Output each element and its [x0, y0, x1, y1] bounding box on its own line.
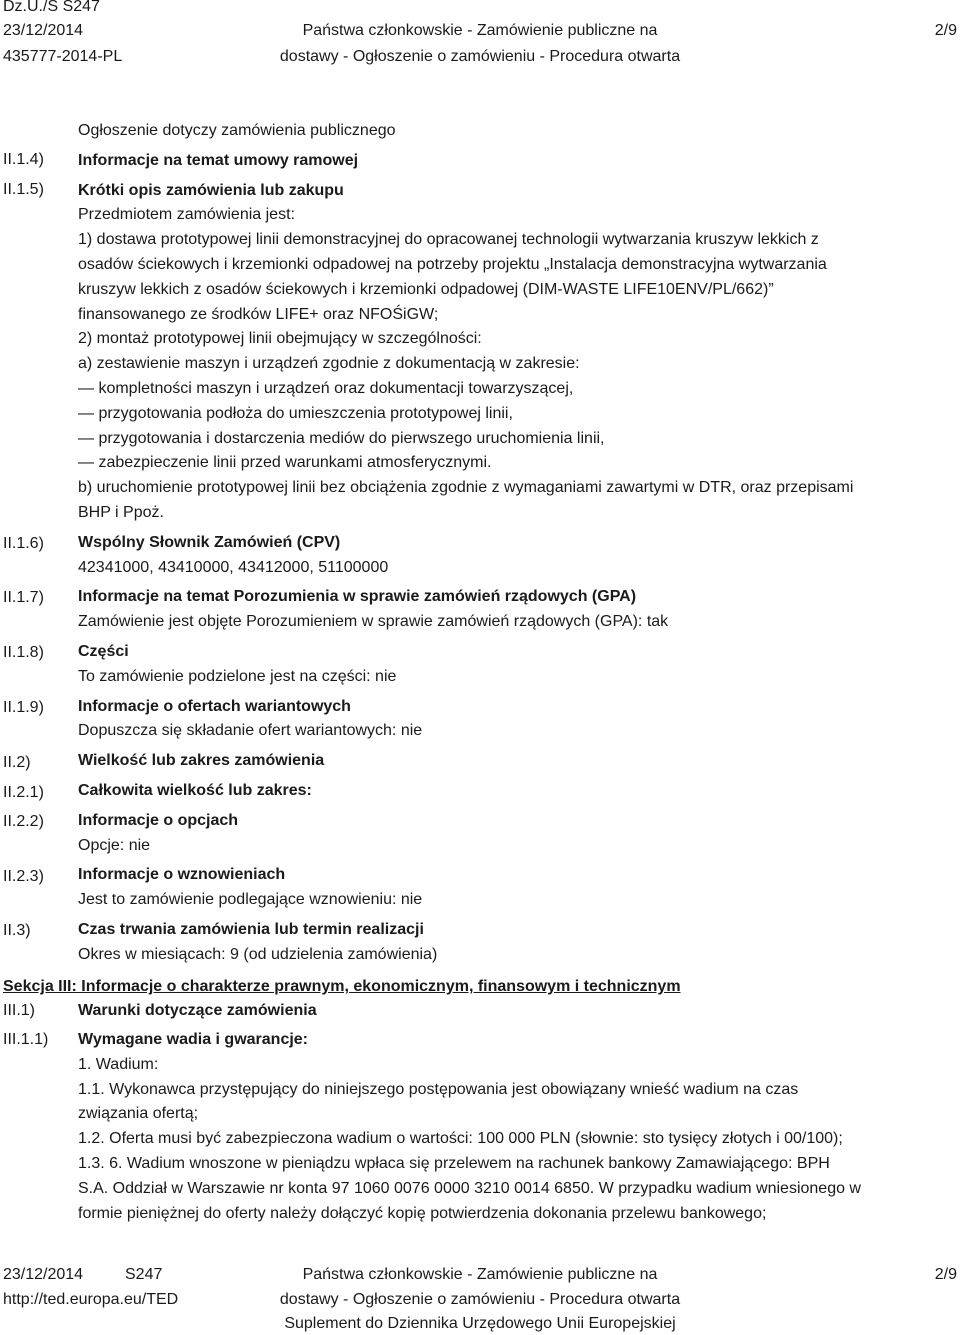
- section-text: Jest to zamówienie podlegające wznowieniu: nie: [78, 891, 423, 909]
- guarantee-line: 1.3. 6. Wadium wnoszone w pieniądzu wpłaca się przelewem na rachunek bankowy Zamawiającego: BPH: [78, 1154, 830, 1172]
- section-title: Całkowita wielkość lub zakres:: [78, 781, 312, 799]
- section-title: Informacje o opcjach: [78, 811, 239, 829]
- section-title: Informacje o ofertach wariantowych: [78, 697, 351, 715]
- header-date: 23/12/2014: [3, 22, 84, 39]
- guarantee-line: związania ofertą;: [78, 1105, 199, 1123]
- dash-list-item: — kompletności maszyn i urządzeń oraz dokumentacji towarzyszącej,: [78, 377, 950, 402]
- section-number: II.1.8): [3, 644, 44, 661]
- description-line: BHP i Ppoż.: [78, 503, 164, 521]
- section-iii-heading: Sekcja III: Informacje o charakterze prawnym, ekonomicznym, finansowym i technicznym: [3, 978, 681, 995]
- section-title: Wymagane wadia i gwarancje:: [78, 1031, 309, 1048]
- description-line: finansowanego ze środków LIFE+ oraz NFOŚiGW;: [78, 305, 439, 323]
- description-line: b) uruchomienie prototypowej linii bez obciążenia zgodnie z wymaganiami zawartymi w DTR, oraz przepisami: [78, 479, 854, 497]
- header-title-line2: dostawy - Ogłoszenie o zamówieniu - Procedura otwarta: [279, 48, 681, 65]
- footer-date: 23/12/2014: [3, 1266, 84, 1283]
- section-number: II.2): [3, 754, 31, 771]
- guarantee-line: S.A. Oddział w Warszawie nr konta 97 1060 0076 0000 3210 0014 6850. W przypadku wadium wniesionego w: [78, 1179, 861, 1197]
- section-text: Opcje: nie: [78, 836, 151, 854]
- section-number: II.1.9): [3, 699, 44, 716]
- cpv-codes: 42341000, 43410000, 43412000, 51100000: [78, 558, 389, 576]
- section-text: Zamówienie jest objęte Porozumieniem w sprawie zamówień rządowych (GPA): tak: [78, 613, 669, 631]
- guarantees-body: [78, 1028, 950, 1226]
- description-line: 2) montaż prototypowej linii obejmujący w szczególności:: [78, 330, 482, 348]
- section-title: Krótki opis zamówienia lub zakupu: [78, 181, 344, 199]
- section-text: Dopuszcza się składanie ofert wariantowych: nie: [78, 722, 423, 740]
- dash-list-item: — przygotowania podłoża do umieszczenia prototypowej linii,: [78, 402, 950, 427]
- section-title: Części: [78, 642, 129, 660]
- footer-supplement: Suplement do Dziennika Urzędowego Unii Europejskiej: [284, 1315, 676, 1332]
- section-text: Okres w miesiącach: 9 (od udzielenia zamówienia): [78, 945, 438, 963]
- notice-body: [78, 119, 950, 968]
- section-title: Warunki dotyczące zamówienia: [78, 1002, 317, 1019]
- journal-ref: Dz.U./S S247: [3, 0, 100, 15]
- section-title: Czas trwania zamówienia lub termin realizacji: [78, 920, 424, 938]
- footer-title-line2: dostawy - Ogłoszenie o zamówieniu - Procedura otwarta: [279, 1291, 681, 1308]
- section-number: II.2.2): [3, 813, 44, 830]
- intro-text: Ogłoszenie dotyczy zamówienia publicznego: [78, 122, 396, 139]
- section-number: II.1.4): [3, 151, 44, 168]
- footer-title-line1: Państwa członkowskie - Zamówienie publiczne na: [302, 1266, 658, 1283]
- description-line: a) zestawienie maszyn i urządzeń zgodnie z dokumentacją w zakresie:: [78, 355, 580, 373]
- section-title: Informacje na temat umowy ramowej: [78, 151, 359, 169]
- guarantee-line: 1.1. Wykonawca przystępujący do niniejszego postępowania jest obowiązany wnieść wadium na czas: [78, 1080, 799, 1098]
- section-title: Informacje na temat Porozumienia w sprawie zamówień rządowych (GPA): [78, 588, 637, 606]
- description-line: Przedmiotem zamówienia jest:: [78, 206, 295, 224]
- section-number: II.1.7): [3, 589, 44, 606]
- section-title: Informacje o wznowieniach: [78, 866, 286, 884]
- section-title: Wspólny Słownik Zamówień (CPV): [78, 533, 341, 551]
- description-line: 1) dostawa prototypowej linii demonstracyjnej do opracowanej technologii wytwarzania kruszyw lekkich z: [78, 231, 819, 249]
- dash-list-item: — przygotowania i dostarczenia mediów do pierwszego uruchomienia linii,: [78, 427, 950, 452]
- section-number: II.1.5): [3, 181, 44, 198]
- description-line: osadów ściekowych i krzemionki odpadowej na potrzeby projektu „Instalacja demonstracyjna wytwarzania: [78, 255, 827, 273]
- description-line: kruszyw lekkich z osadów ściekowych i krzemionki odpadowej (DIM-WASTE LIFE10ENV/PL/662)”: [78, 280, 774, 298]
- section-number: II.3): [3, 922, 31, 939]
- footer-page-number: 2/9: [934, 1266, 957, 1283]
- section-number: III.1.1): [3, 1031, 49, 1048]
- guarantee-line: 1.2. Oferta musi być zabezpieczona wadium o wartości: 100 000 PLN (słownie: sto tysięcy złotych i 00/100);: [78, 1130, 843, 1148]
- notice-number: 435777-2014-PL: [3, 48, 123, 65]
- dash-list-item: — zabezpieczenie linii przed warunkami atmosferycznymi.: [78, 451, 950, 476]
- section-number: II.2.1): [3, 784, 44, 801]
- guarantee-line: 1. Wadium:: [78, 1055, 159, 1073]
- footer-issue: S247: [125, 1266, 163, 1283]
- header-page-number: 2/9: [934, 22, 957, 39]
- footer-url-link[interactable]: http://ted.europa.eu/TED: [3, 1291, 179, 1308]
- section-text: To zamówienie podzielone jest na części: nie: [78, 667, 397, 685]
- section-number: III.1): [3, 1002, 36, 1019]
- section-number: II.2.3): [3, 868, 44, 885]
- section-number: II.1.6): [3, 535, 44, 552]
- guarantee-line: formie pieniężnej do oferty należy dołączyć kopię potwierdzenia dokonania przelewu bankowego;: [78, 1204, 767, 1222]
- header-title-line1: Państwa członkowskie - Zamówienie publiczne na: [302, 22, 658, 39]
- section-title: Wielkość lub zakres zamówienia: [78, 752, 325, 770]
